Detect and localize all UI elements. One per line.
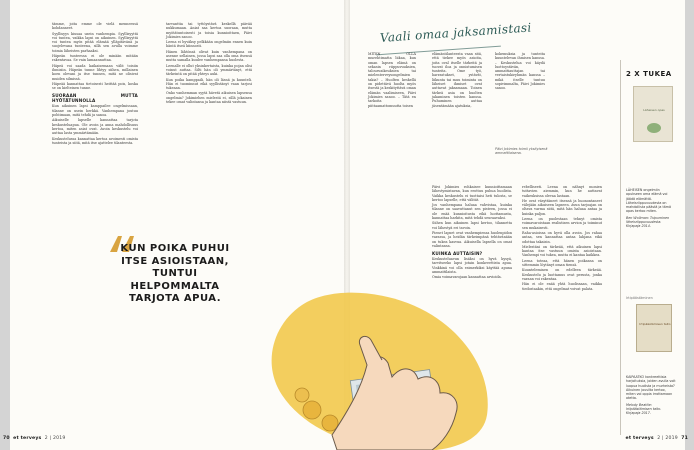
paragraph: rebelliseeti. Leena on nähnyt monien tuttavien aiemmin, kun he auttavat vaikeuksissa olevaa lastaan.: [522, 185, 602, 198]
sidebar-item-text: LÄHEISEN ongelmiin opukseen oma elämä voi jäädä elämättä. Läheisriippuvuudesta on mahdollista päästä ja tämä opas kertoo miten.: [626, 188, 671, 214]
paragraph: Häpeän tunteessa ei ole minään mitään rakentavaa. Se vain lamaannuttaa.: [52, 54, 138, 63]
paragraph: tämme, joita emme ole vielä menneessä kohdanneet.: [52, 22, 138, 31]
paragraph: Leena on puolestaan tehnyt omista voimavaroistaan realistisen arvion ja toiminut sen mukaisesti.: [522, 217, 602, 230]
paragraph: Onko vanhemman syytä hävetä aikuisen lapsensa ongelmia? Jokimiehen mielestä ei, sillä jokainen tekee omat valintansa ja kantaa niistä vastuun.: [166, 91, 252, 105]
magazine-name: et terveys: [625, 436, 654, 441]
intro-column-2: [432, 52, 482, 109]
paragraph: tarvanttia tai tyttöystävä keskellä päivää nukkumaan. Aniat saa kertoa suoraan, mutta myötätuntoisesti ja toisia kunnioittaen, Päivi Jokimies sanoo.: [166, 22, 252, 39]
paragraph: Häpeä voi saada kaikaisemaan välit toisiin ihmisiin. Häpeän tunne lihtyy siihen, millainen koen olevani ja itse tunnen, mitä ne olisivat muiden silmissä.: [52, 63, 138, 81]
paragraph: MITEN OLLA murehtimatta liikaa, kun oman lapsen elämä on sekasin riippuvuuksien, talousvaikeuksien tai mielenterveysongelmien takia? – Huolten keskellä on pidettävä huolta myös itsestä ja keskityttävä oman elämän vaalimiseen, Päivi Jokimies sanoo. – Tätä en tarkoita piittaamattomuutta toisen: [368, 52, 416, 108]
sidebar-item-text: KAIPAATKO konkreettisia harjoituksia, joiden avulla voit luopua huolista ja murheista? Aikuinen jousilta kertoo, miten voi oppia irrottamaan otetta.: [626, 375, 676, 401]
right-column-2: [522, 185, 602, 292]
pull-quote: KUN POIKA PUHUI ITSE ASIOISTAAN, TUNTUI HELPOMMALTA TARJOTA APUA.: [120, 243, 230, 304]
paragraph: Leena toteaa, että hänen poikansa on sittemmin löytänyt oman tiensä.: [522, 258, 602, 268]
sidebar-item-2: [626, 375, 676, 416]
paragraph: elämäntilanteesta vaan sitä, että tiekee myös asioita, joita oval itselle tärkeitä ja tuovat iloa ja onnistumisen tunteita. Ome työ, harrastukset, ystävät, liikunta tai muu toiminta on läheiset ihmiset ovat auttavat jaksamaan. Toinen tärkeä asia on huolten jakaminen toisten kanssa. Puhuminen auttaa jäsentämään ajatuksia,: [432, 52, 482, 108]
left-page-footer: [3, 436, 65, 441]
magazine-name: et terveys: [13, 436, 42, 441]
book-cover-1: [633, 86, 673, 142]
paragraph: Keskusteluavun lisäksi on hyvä kysyä, tarvitseeko lapsi jotain konkreettista apua. Vinkkinä voi olla esimerkiksi käyttää apuna ammattilaista.: [432, 257, 512, 275]
sidebar-title: 2 X TUKEA: [626, 70, 672, 78]
paragraph: Omia voimavarojaan kannattaa arvioida.: [432, 275, 502, 280]
paragraph: Päivi Jokimies rohkaisee kunnioittamaan lähestymistavan, kun erottuu puhua huolista. Vaikka keskustelu ei tuottaisi heti tulosta, se kertoo lapselle, että välität.: [432, 185, 512, 202]
hand-with-money-illustration: [242, 285, 502, 450]
page-number: 70: [3, 436, 10, 441]
sidebar-item-credit: Ben Wollman: Toipuminen läheisriippuvuudesta. Kirjapaja 2014.: [626, 215, 670, 229]
paragraph: Kun poika kamppaili, hän oli läsnä ja kuunteli. Hän ei tuominnut eikä syyllistänyt vaan tarjosi tukeaan.: [166, 77, 252, 91]
paragraph: Kuunteleminen on edelleen tärkeää. Keskustelu ja luottamus ovat perusta, jonka varaan voi rakentaa.: [522, 268, 602, 281]
paragraph: Hän ei ole enää yhtä huolissaan, vaikka tiedostaakin, että ongelmat voivat palata.: [522, 282, 602, 291]
issue-number: 2 | 2019: [657, 436, 678, 441]
right-column-1: [432, 185, 512, 281]
sidebar-item-credit: Melody Beattie: Irtipäästämisen taito. Kirjapaja 2017.: [626, 402, 662, 416]
page-number: 71: [681, 436, 688, 441]
paragraph: Leena ei hyväksy pelkkään ongelmiin ennen kuin häntä itseä kiinnosti.: [166, 40, 252, 49]
paragraph: Aikuiselle lapselle kannattaa tarjota keskusteluapua. Ole avoin ja anna mahdollisuus kertoa, miten asiat ovat. Avoin keskustelu voi auttaa lasta ymmärtämään.: [52, 118, 138, 136]
paragraph: Siihen kun aikuinen lapsi kertoo, tilannetta voi lähestyä eri tavoin.: [432, 221, 512, 230]
left-column-2: [166, 22, 252, 105]
book-cover-2: [636, 304, 672, 352]
section-heading: KUINKA AUTTAISIN?: [432, 251, 483, 257]
intro-column-3: [495, 52, 545, 92]
paragraph: kokemuksia ja tunteita kuuntelevan ihmisen kanssa. – Keskustelua voi käydä luottoystävän, ammattiauttajan tai vertaistukiryhmän kanssa – mikä itselle tuntuu sopivimmalta, Päivi Jokimies sanoo.: [495, 52, 545, 91]
paragraph: He ovat väsyttäneet itsensä ja huonontaneet välejään aikuiseen lapseen. Avun tarjoajan on oltava varma siitä, mitä hän haluaa antaa ja kuinka paljon.: [522, 198, 602, 216]
book-cover-title: Irtipäästämisen taito: [639, 322, 671, 326]
paragraph: Mielestäni on tärkeää, että aikuinen lapsi kantaa itse vastuun omista asioistaan. Vanhempi voi tukea, mutta ei kantaa kaikkea.: [522, 244, 602, 258]
paragraph: Hänen lähtönsä olivat kuin vanhempana on asenne sellainen, jossa lapsi saa olla oma itsensä mutta samalla kuulee vanhempansa huolesta.: [166, 49, 252, 63]
leaf-icon: [646, 121, 662, 135]
paragraph: Jos vanhempana haluaa vahvistaa, kuinka tilanne on saavuttanut sen pisteen, jossa ei ole enää kunnioitusta eikä luottamusta, kannattaa harkita, mitä tehdä seuraavaksi.: [432, 203, 512, 221]
sidebar-rule: [620, 60, 621, 435]
section-heading: SUORAAN MUTTA HYÖTÄTUNNOLLA: [52, 93, 138, 104]
left-column-1: [52, 22, 138, 146]
issue-number: 2 | 2019: [44, 436, 66, 441]
paragraph: Syyllisyys kiusaa usein vanhempia. Syyllisyyttä voi tuntea, vaikka lapsi on aikuinen. Syyllisyyttä voi tuntea myös pitää elämää ylläpitävänä ja suojelevana tunteena, sillä sen avulla voimme toimia läheisten parhaaksi.: [52, 31, 138, 53]
sidebar-label-2: Irtipäästäminen: [626, 296, 653, 300]
paragraph: Häpeää kannattaa tietoisesti heittää pois, koska se on kielteinen tunne.: [52, 81, 138, 91]
intro-column-1: [368, 52, 416, 109]
sidebar-item-1: [626, 188, 676, 229]
article-subheadline: Vaali omaa jaksamistasi: [379, 20, 532, 45]
paragraph: Raha-asioissa on hyvä olla avoin. Jos rahaa antaa, sen kannattaa antaa lahjana eikä odottaa takaisin.: [522, 230, 602, 244]
right-page-footer: [626, 436, 688, 441]
paragraph: Pienet lapset ovat vanhempiensa huolenpidon varassa, ja heidän tärkeimpänä tehtävänään on tukea kasvua. Aikuisella lapsella on omat valintansa.: [432, 230, 512, 248]
paragraph: Kun aikuinen lapsi kamppailee ongelmissaan, tilanne on usein herkkä. Vanhempana joutuu pohtimaan, mitä tehdä ja sanoa.: [52, 104, 138, 118]
photo-caption: Päivi Jokimies toimii yksityisenä ammattilaisena.: [495, 147, 548, 156]
book-cover-title: Läheisen opas: [643, 108, 665, 112]
paragraph: Leenalle ei ollut yksinkertaista, kuinka pojan olisi voinut auttaa. Silti hän oli ymmärtänyt, että tärkeintä on pitää yhteys auki.: [166, 63, 252, 77]
paragraph: Keskustelussa kannattaa kertoa avoimesti omista tunteista ja siitä, mitä itse ajattelee tilanteesta.: [52, 136, 138, 145]
